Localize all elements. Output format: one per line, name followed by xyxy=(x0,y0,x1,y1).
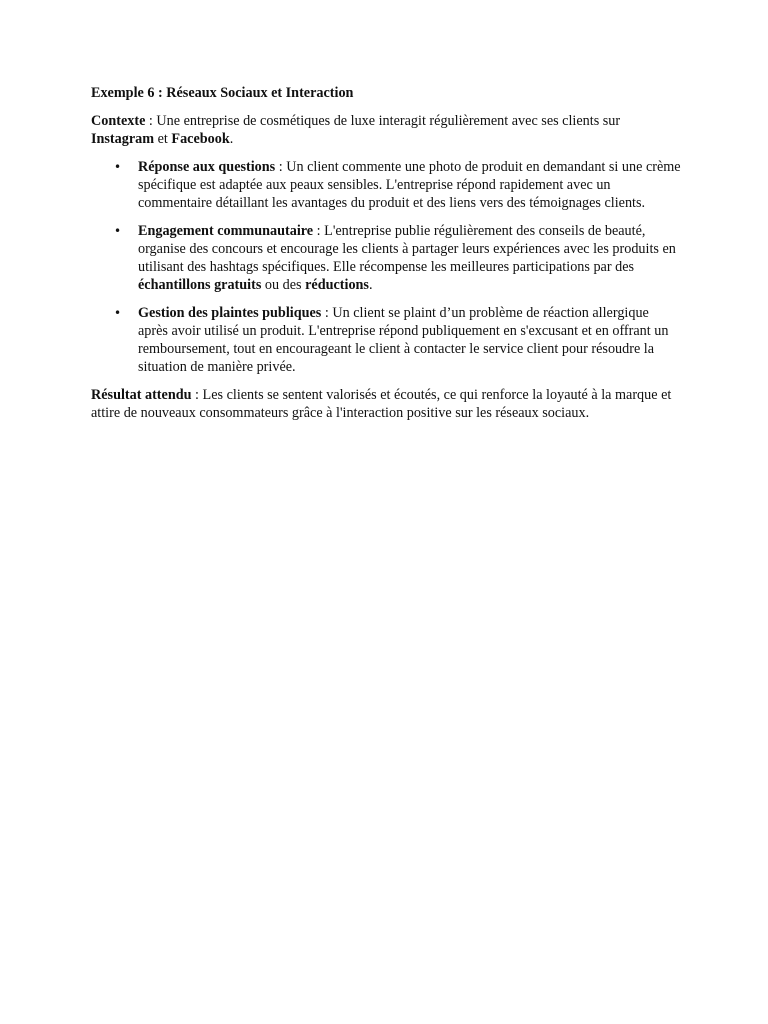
context-label: Contexte xyxy=(91,113,146,129)
item-separator: : xyxy=(275,159,287,175)
context-separator: : xyxy=(145,113,157,129)
bullet-icon: • xyxy=(114,224,122,238)
item-text: L'entreprise publie régulièrement des conseils de beauté, organise des concours et encourage les clients à partager leurs expériences avec les produits en utilisant des hashtags spécifiques. Elle récompense les meilleures participations par des xyxy=(138,223,676,275)
item-heading: Gestion des plaintes publiques xyxy=(138,305,322,321)
context-end: . xyxy=(229,131,234,147)
list-item xyxy=(91,222,681,294)
document-page xyxy=(91,84,681,432)
context-conjunction: et xyxy=(154,131,172,147)
result-label: Résultat attendu xyxy=(91,387,192,403)
context-paragraph xyxy=(91,112,681,148)
list-item xyxy=(91,304,681,376)
item-end: . xyxy=(368,277,373,293)
list-item xyxy=(91,158,681,212)
item-text: Un client commente une photo de produit en demandant si une crème spécifique est adaptée aux peaux sensibles. L'entreprise répond rapidement avec un commentaire détaillant les avantages du produit et des liens vers des témoignages clients. xyxy=(138,159,681,211)
document-title: Exemple 6 : Réseaux Sociaux et Interaction xyxy=(91,85,354,101)
example-bullet-list xyxy=(91,158,681,376)
result-paragraph xyxy=(91,386,681,422)
item-bold-discounts: réductions xyxy=(305,277,369,293)
item-bold-samples: échantillons gratuits xyxy=(138,277,262,293)
item-heading: Réponse aux questions xyxy=(138,159,276,175)
platform-facebook: Facebook xyxy=(171,131,230,147)
item-separator: : xyxy=(321,305,333,321)
bullet-icon: • xyxy=(114,160,122,174)
item-middle-text: ou des xyxy=(261,277,306,293)
item-separator: : xyxy=(313,223,325,239)
item-heading: Engagement communautaire xyxy=(138,223,314,239)
bullet-icon: • xyxy=(114,306,122,320)
item-text: Un client se plaint d’un problème de réaction allergique après avoir utilisé un produit. L'entreprise répond publiquement en s'excusant et en offrant un remboursement, tout en encourageant le client à contacter le service client pour résoudre la situation de manière privée. xyxy=(138,305,669,375)
platform-instagram: Instagram xyxy=(91,131,155,147)
result-separator: : xyxy=(191,387,203,403)
result-text: Les clients se sentent valorisés et écoutés, ce qui renforce la loyauté à la marque et attire de nouveaux consommateurs grâce à l'interaction positive sur les réseaux sociaux. xyxy=(91,387,672,421)
context-text: Une entreprise de cosmétiques de luxe interagit régulièrement avec ses clients sur xyxy=(156,113,621,129)
